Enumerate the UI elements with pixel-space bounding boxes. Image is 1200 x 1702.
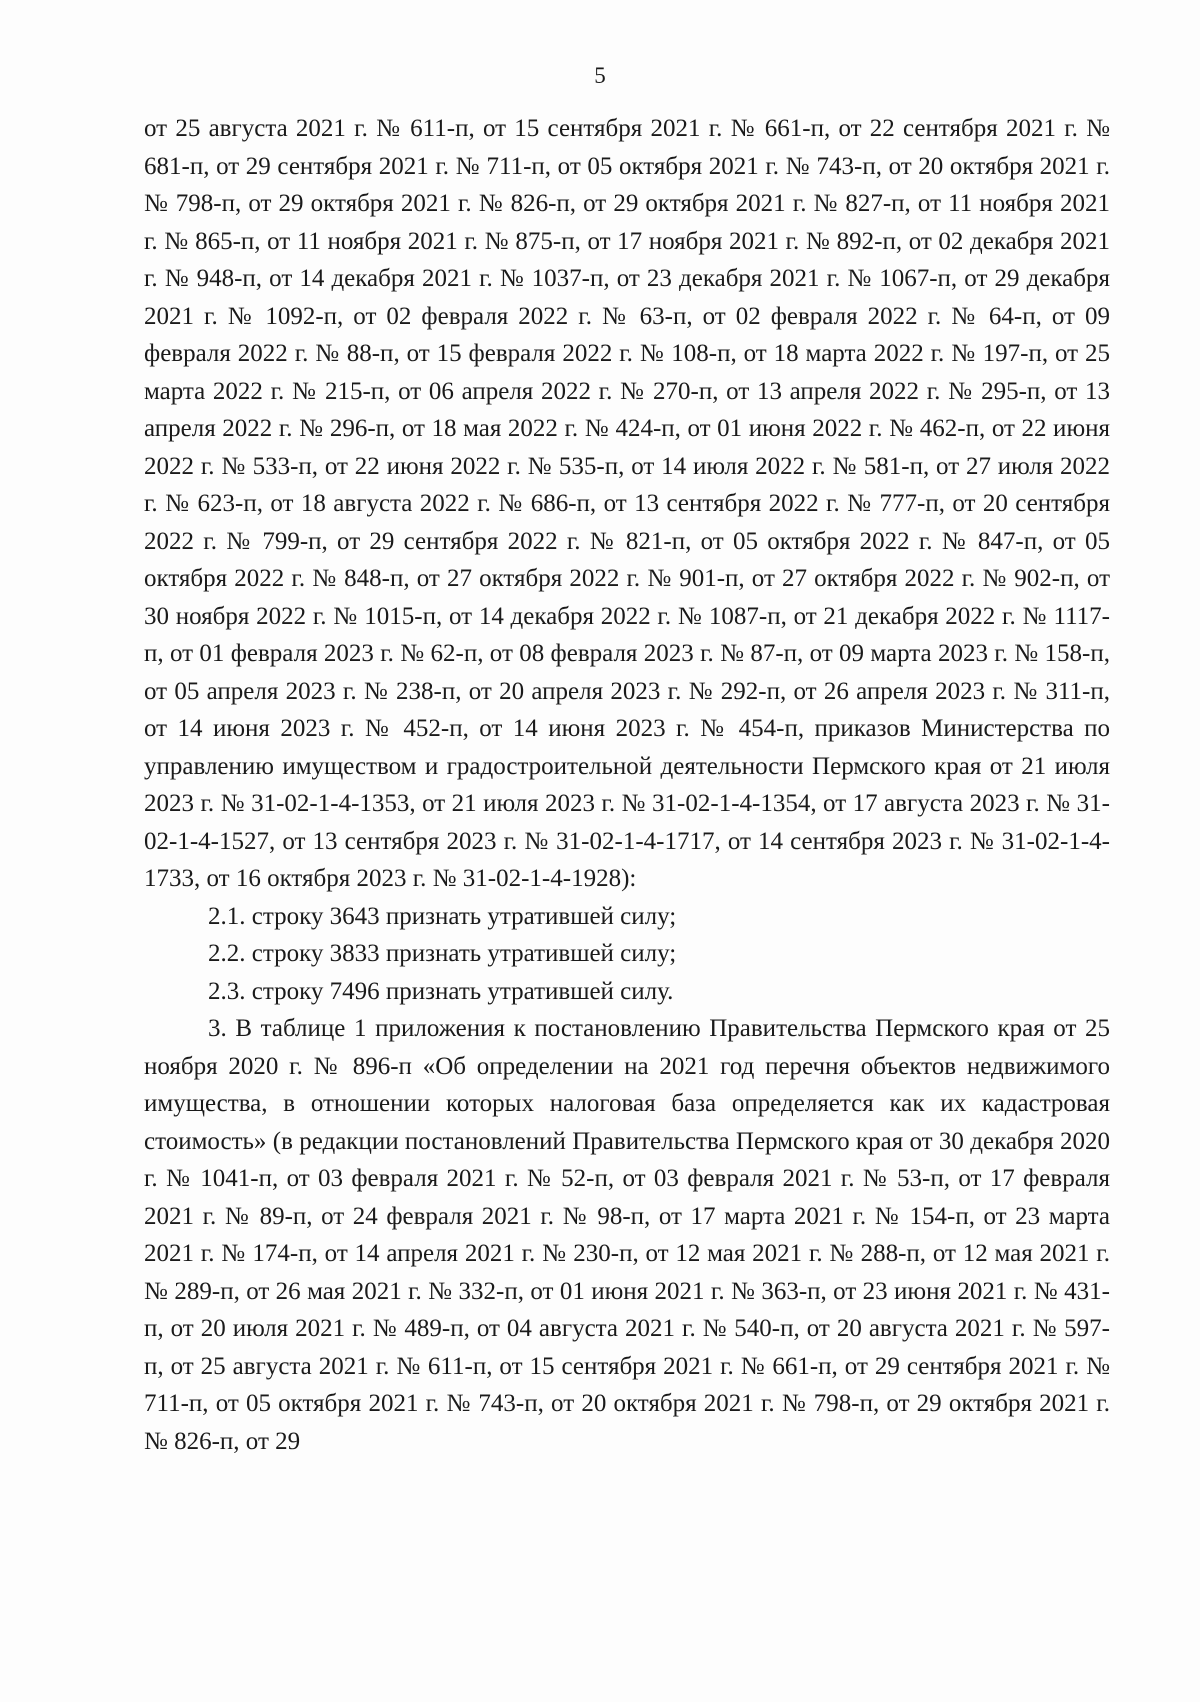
paragraph-continuation: от 25 августа 2021 г. № 611-п, от 15 сентября 2021 г. № 661-п, от 22 сентября 2021 г. № 681-п, от 29 сентября 2021 г. № 711-п, от 05 октября 2021 г. № 743-п, от 20 октября 2021 г. № 798-п, от 29 октября 2021 г. № 826-п, от 29 октября 2021 г. № 827-п, от 11 ноября 2021 г. № 865-п, от 11 ноября 2021 г. № 875-п, от 17 ноября 2021 г. № 892-п, от 02 декабря 2021 г. № 948-п, от 14 декабря 2021 г. № 1037-п, от 23 декабря 2021 г. № 1067-п, от 29 декабря 2021 г. № 1092-п, от 02 февраля 2022 г. № 63-п, от 02 февраля 2022 г. № 64-п, от 09 февраля 2022 г. № 88-п, от 15 февраля 2022 г. № 108-п, от 18 марта 2022 г. № 197-п, от 25 марта 2022 г. № 215-п, от 06 апреля 2022 г. № 270-п, от 13 апреля 2022 г. № 295-п, от 13 апреля 2022 г. № 296-п, от 18 мая 2022 г. № 424-п, от 01 июня 2022 г. № 462-п, от 22 июня 2022 г. № 533-п, от 22 июня 2022 г. № 535-п, от 14 июля 2022 г. № 581-п, от 27 июля 2022 г. № 623-п, от 18 августа 2022 г. № 686-п, от 13 сентября 2022 г. № 777-п, от 20 сентября 2022 г. № 799-п, от 29 сентября 2022 г. № 821-п, от 05 октября 2022 г. № 847-п, от 05 октября 2022 г. № 848-п, от 27 октября 2022 г. № 901-п, от 27 октября 2022 г. № 902-п, от 30 ноября 2022 г. № 1015-п, от 14 декабря 2022 г. № 1087-п, от 21 декабря 2022 г. № 1117-п, от 01 февраля 2023 г. № 62-п, от 08 февраля 2023 г. № 87-п, от 09 марта 2023 г. № 158-п, от 05 апреля 2023 г. № 238-п, от 20 апреля 2023 г. № 292-п, от 26 апреля 2023 г. № 311-п, от 14 июня 2023 г. № 452-п, от 14 июня 2023 г. № 454-п, приказов Министерства по управлению имуществом и градостроительной деятельности Пермского края от 21 июля 2023 г. № 31-02-1-4-1353, от 21 июля 2023 г. № 31-02-1-4-1354, от 17 августа 2023 г. № 31-02-1-4-1527, от 13 сентября 2023 г. № 31-02-1-4-1717, от 14 сентября 2023 г. № 31-02-1-4-1733, от 16 октября 2023 г. № 31-02-1-4-1928): bbox=[144, 115, 1110, 892]
page-number: 5 bbox=[594, 63, 606, 88]
list-item-2-3: 2.3. строку 7496 признать утратившей силу. bbox=[208, 977, 674, 1005]
list-item-2-1: 2.1. строку 3643 признать утратившей силу; bbox=[208, 902, 677, 930]
document-body bbox=[144, 110, 1110, 1460]
paragraph-3: 3. В таблице 1 приложения к постановлению Правительства Пермского края от 25 ноября 2020 г. № 896-п «Об определении на 2021 год перечня объектов недвижимого имущества, в отношении которых налоговая база определяется как их кадастровая стоимость» (в редакции постановлений Правительства Пермского края от 30 декабря 2020 г. № 1041-п, от 03 февраля 2021 г. № 52-п, от 03 февраля 2021 г. № 53-п, от 17 февраля 2021 г. № 89-п, от 24 февраля 2021 г. № 98-п, от 17 марта 2021 г. № 154-п, от 23 марта 2021 г. № 174-п, от 14 апреля 2021 г. № 230-п, от 12 мая 2021 г. № 288-п, от 12 мая 2021 г. № 289-п, от 26 мая 2021 г. № 332-п, от 01 июня 2021 г. № 363-п, от 23 июня 2021 г. № 431-п, от 20 июля 2021 г. № 489-п, от 04 августа 2021 г. № 540-п, от 20 августа 2021 г. № 597-п, от 25 августа 2021 г. № 611-п, от 15 сентября 2021 г. № 661-п, от 29 сентября 2021 г. № 711-п, от 05 октября 2021 г. № 743-п, от 20 октября 2021 г. № 798-п, от 29 октября 2021 г. № 826-п, от 29 bbox=[144, 1015, 1110, 1455]
list-item-2-2: 2.2. строку 3833 признать утратившей силу; bbox=[208, 940, 677, 967]
